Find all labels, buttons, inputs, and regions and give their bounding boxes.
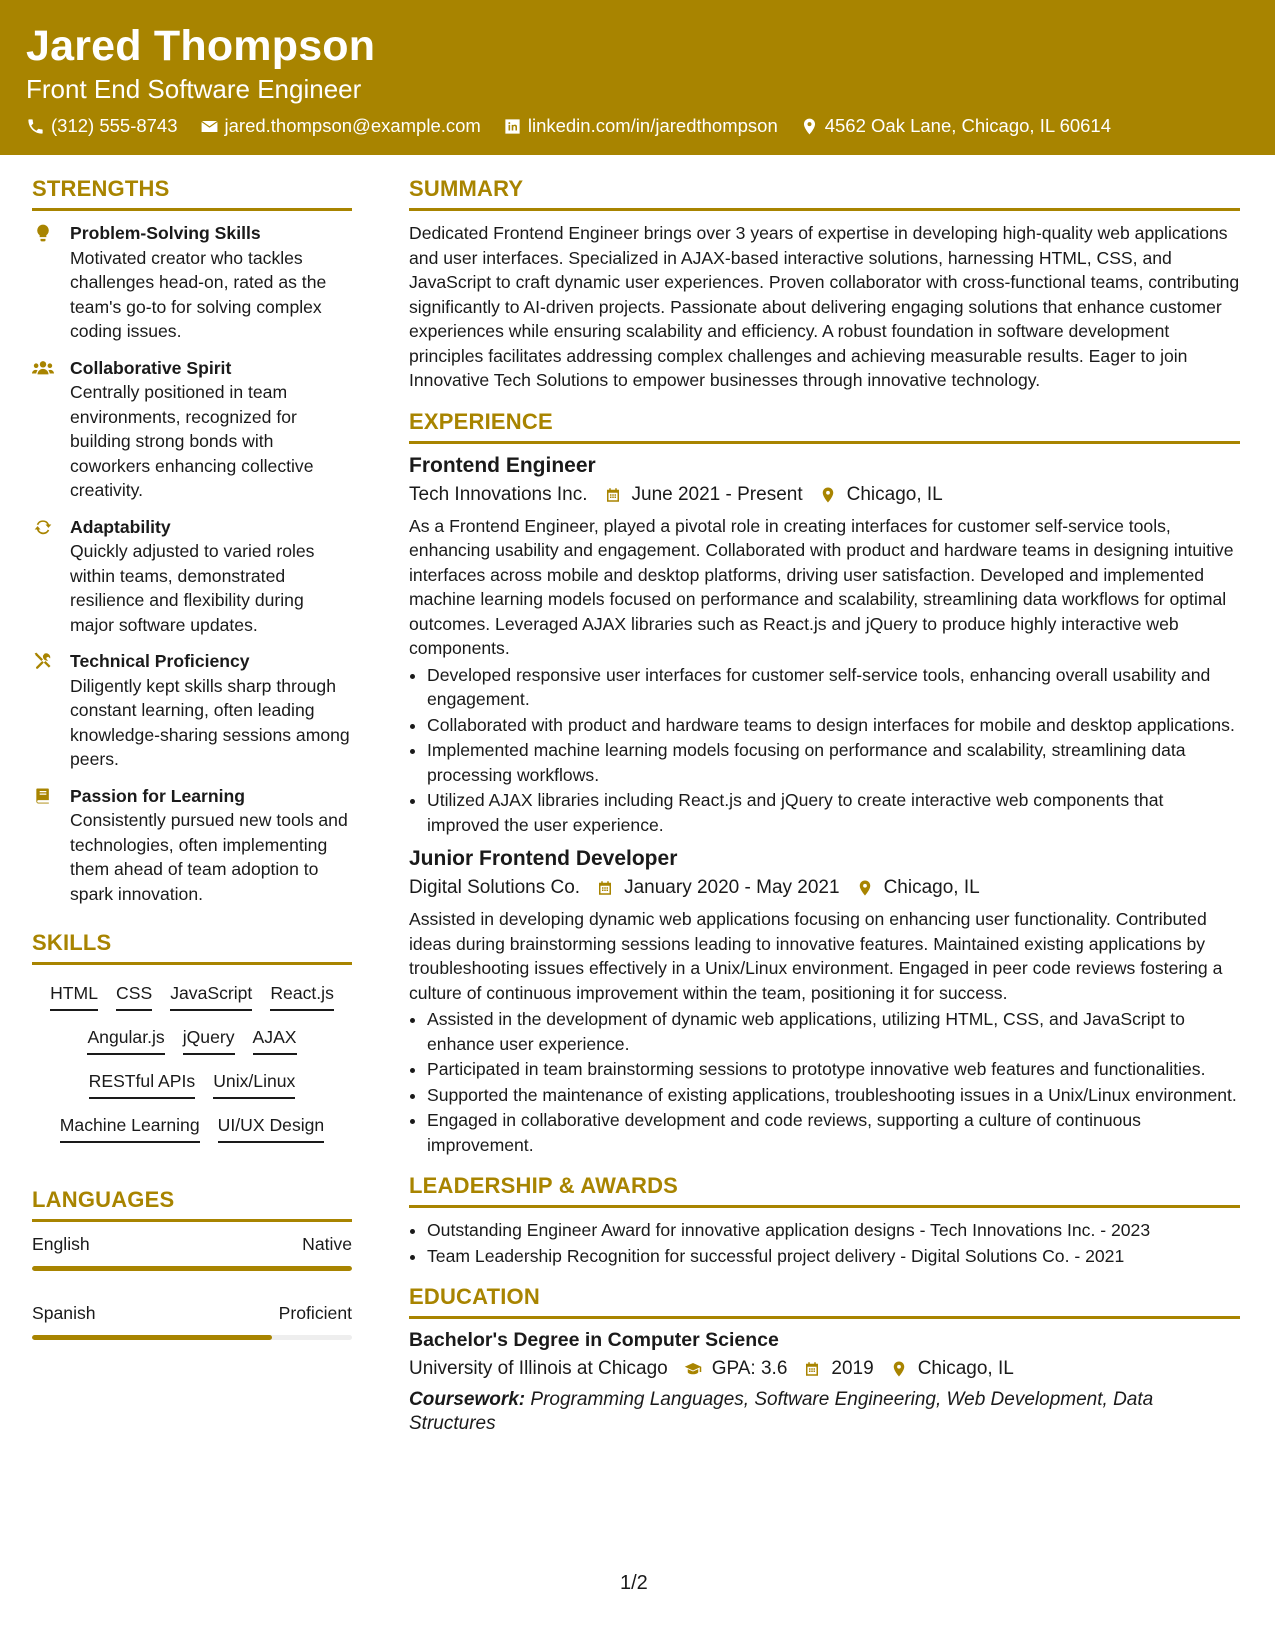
strength-title: Passion for Learning: [70, 785, 245, 806]
skills-row: [32, 1113, 352, 1143]
skills-row: [32, 981, 352, 1011]
graduation-cap-icon: [684, 1360, 702, 1378]
school-name: University of Illinois at Chicago: [409, 1358, 668, 1379]
summary-text: Dedicated Frontend Engineer brings over 3 years of expertise in developing high-quality web applications and user interfaces. Specialized in AJAX-based interactive solutions, harnessing HTML, CSS, and JavaScript to craft dynamic user experiences. Proven collaborator with cross-functional teams, contributing significantly to AI-driven projects. Passionate about delivering engaging solutions that enhance customer experiences while ensuring scalability and efficiency. A robust foundation in software development principles facilitates addressing complex challenges and achieving measurable results. Eager to join Innovative Tech Solutions to empower businesses through innovative technology.: [409, 223, 1240, 390]
skill-tag: AJAX: [253, 1025, 297, 1055]
phone-contact[interactable]: [26, 115, 178, 137]
job-bullets: [409, 663, 1240, 838]
language-bar: [32, 1266, 352, 1271]
calendar-icon: [803, 1360, 821, 1378]
candidate-name: Jared Thompson: [26, 22, 376, 70]
language-name: English: [32, 1234, 90, 1254]
job-location: Chicago, IL: [883, 877, 980, 898]
award-item: • Team Leadership Recognition for successful project delivery - Digital Solutions Co. - 2021: [427, 1244, 1240, 1269]
envelope-icon: [200, 117, 219, 136]
linkedin-contact[interactable]: [503, 115, 778, 137]
skill-tag: Unix/Linux: [213, 1069, 295, 1099]
map-pin-icon: [890, 1360, 908, 1378]
strength-desc: Consistently pursued new tools and technologies, often implementing them ahead of team adoption to spark innovation.: [70, 810, 348, 904]
strength-title: Problem-Solving Skills: [70, 223, 261, 243]
skills-row: [32, 1025, 352, 1055]
job-bullet: • Developed responsive user interfaces for customer self-service tools, enhancing overall usability and engagement.: [427, 663, 1240, 712]
summary-heading: SUMMARY: [409, 176, 1240, 211]
job-bullets: [409, 1007, 1240, 1157]
job-entry: [409, 454, 1240, 838]
job-bullet: • Supported the maintenance of existing applications, troubleshooting issues in a Unix/Linux environment.: [427, 1083, 1240, 1108]
strength-item: [32, 356, 352, 503]
phone-text: (312) 555-8743: [51, 115, 178, 136]
map-pin-icon: [819, 486, 837, 504]
language-item: [32, 1301, 352, 1340]
strength-title: Adaptability: [70, 516, 171, 537]
company-name: Tech Innovations Inc.: [409, 483, 588, 505]
skill-tag: RESTful APIs: [89, 1069, 196, 1099]
job-bullet: • Assisted in the development of dynamic web applications, utilizing HTML, CSS, and JavaScript to enhance user experience.: [427, 1007, 1240, 1056]
calendar-icon: [596, 879, 614, 897]
language-bar: [32, 1335, 352, 1340]
sync-icon: [32, 517, 54, 537]
job-title: Junior Frontend Developer: [409, 847, 678, 870]
skill-tag: HTML: [50, 981, 98, 1011]
language-bar-fill: [32, 1335, 272, 1340]
experience-heading: EXPERIENCE: [409, 409, 1240, 444]
job-bullet: • Collaborated with product and hardware teams to design interfaces for mobile and desktop applications.: [427, 713, 1240, 738]
company-name: Digital Solutions Co.: [409, 877, 581, 898]
skill-tag: jQuery: [183, 1025, 235, 1055]
job-title: Frontend Engineer: [409, 453, 596, 477]
job-location: Chicago, IL: [846, 483, 943, 505]
resume-header: [0, 0, 1275, 155]
tools-icon: [32, 651, 54, 671]
job-dates: January 2020 - May 2021: [624, 877, 840, 898]
education-meta: [409, 1358, 1240, 1380]
language-item: [32, 1232, 352, 1271]
lightbulb-icon: [32, 223, 54, 243]
awards-list: [409, 1218, 1240, 1268]
phone-icon: [26, 117, 45, 136]
coursework-text: Programming Languages, Software Engineering, Web Development, Data Structures: [409, 1389, 1154, 1434]
skill-tag: Machine Learning: [60, 1113, 200, 1143]
strength-desc: Motivated creator who tackles challenges head-on, rated as the team's go-to for solving complex coding issues.: [70, 247, 327, 341]
strength-item: [32, 784, 352, 907]
map-pin-icon: [800, 117, 819, 136]
left-column: [32, 176, 352, 1360]
job-meta: [409, 877, 1240, 899]
education-heading: EDUCATION: [409, 1284, 1240, 1319]
strength-item: [32, 649, 352, 772]
job-dates: June 2021 - Present: [631, 483, 803, 505]
coursework-label: Coursework:: [409, 1389, 526, 1410]
coursework: [409, 1388, 1240, 1436]
strengths-heading: STRENGTHS: [32, 176, 352, 211]
strength-desc: Quickly adjusted to varied roles within teams, demonstrated resilience and flexibility during major software updates.: [70, 541, 315, 635]
graduation-year: 2019: [831, 1358, 874, 1379]
skill-tag: JavaScript: [170, 981, 252, 1011]
language-level: Proficient: [278, 1303, 352, 1323]
job-description: As a Frontend Engineer, played a pivotal role in creating interfaces for customer self-service tools, enhancing usability and engagement. Collaborated with product and hardware teams in designing intuitive interfaces across mobile and desktop platforms, driving user satisfaction. Developed and implemented machine learning models focused on performance and scalability, streamlining data workflows for optimal outcomes. Leveraged AJAX libraries such as React.js and jQuery to produce highly interactive web components.: [409, 515, 1234, 658]
language-bar-fill: [32, 1266, 352, 1271]
page-number: 1/2: [620, 1572, 648, 1594]
job-entry: [409, 847, 1240, 1157]
book-icon: [32, 786, 54, 806]
awards-heading: LEADERSHIP & AWARDS: [409, 1173, 1240, 1208]
education-location: Chicago, IL: [917, 1358, 1014, 1379]
degree-title: Bachelor's Degree in Computer Science: [409, 1329, 779, 1351]
linkedin-icon: [503, 117, 522, 136]
address-text: 4562 Oak Lane, Chicago, IL 60614: [824, 115, 1112, 136]
job-bullet: • Utilized AJAX libraries including React.js and jQuery to create interactive web components that improved the user experience.: [427, 788, 1240, 837]
email-text: jared.thompson@example.com: [224, 115, 481, 136]
job-meta: [409, 484, 1240, 506]
strength-item: [32, 515, 352, 638]
skills-row: [32, 1069, 352, 1099]
job-description: Assisted in developing dynamic web applications focusing on enhancing user functionality. Contributed ideas during brainstorming sessions leading to innovative features. Maintained existing applications by troubleshooting issues effectively in a Unix/Linux environment. Engaged in peer code reviews fostering a culture of continuous improvement within the team, positioning it for success.: [409, 909, 1223, 1003]
email-contact[interactable]: [200, 115, 481, 137]
skill-tag: React.js: [270, 981, 334, 1011]
skill-tag: UI/UX Design: [218, 1113, 325, 1143]
address-contact: [800, 115, 1111, 137]
job-bullet: • Implemented machine learning models focusing on performance and scalability, streamlining data processing workflows.: [427, 738, 1240, 787]
linkedin-text: linkedin.com/in/jaredthompson: [527, 115, 778, 136]
right-column: [409, 176, 1240, 1436]
language-name: Spanish: [32, 1303, 96, 1323]
calendar-icon: [604, 486, 622, 504]
skill-tag: Angular.js: [87, 1025, 164, 1055]
strength-title: Technical Proficiency: [70, 651, 250, 671]
skills-list: [32, 975, 352, 1147]
strength-desc: Centrally positioned in team environments, recognized for building strong bonds with coworkers enhancing collective creativity.: [70, 382, 314, 500]
strength-desc: Diligently kept skills sharp through constant learning, often leading knowledge-sharing sessions among peers.: [70, 675, 350, 769]
map-pin-icon: [856, 879, 874, 897]
strength-title: Collaborative Spirit: [70, 357, 232, 378]
strength-item: [32, 221, 352, 344]
job-bullet: • Engaged in collaborative development and code reviews, supporting a culture of continuous improvement.: [427, 1108, 1240, 1157]
award-item: • Outstanding Engineer Award for innovative application designs - Tech Innovations Inc. - 2023: [427, 1218, 1240, 1243]
contact-row: [26, 115, 1111, 137]
candidate-role: Front End Software Engineer: [26, 74, 362, 104]
skill-tag: CSS: [116, 981, 152, 1011]
gpa-text: GPA: 3.6: [711, 1358, 788, 1379]
users-icon: [32, 358, 54, 378]
job-bullet: • Participated in team brainstorming sessions to prototype innovative web features and functionalities.: [427, 1057, 1240, 1082]
skills-heading: SKILLS: [32, 930, 352, 965]
language-level: Native: [302, 1234, 352, 1254]
languages-heading: LANGUAGES: [32, 1187, 352, 1222]
